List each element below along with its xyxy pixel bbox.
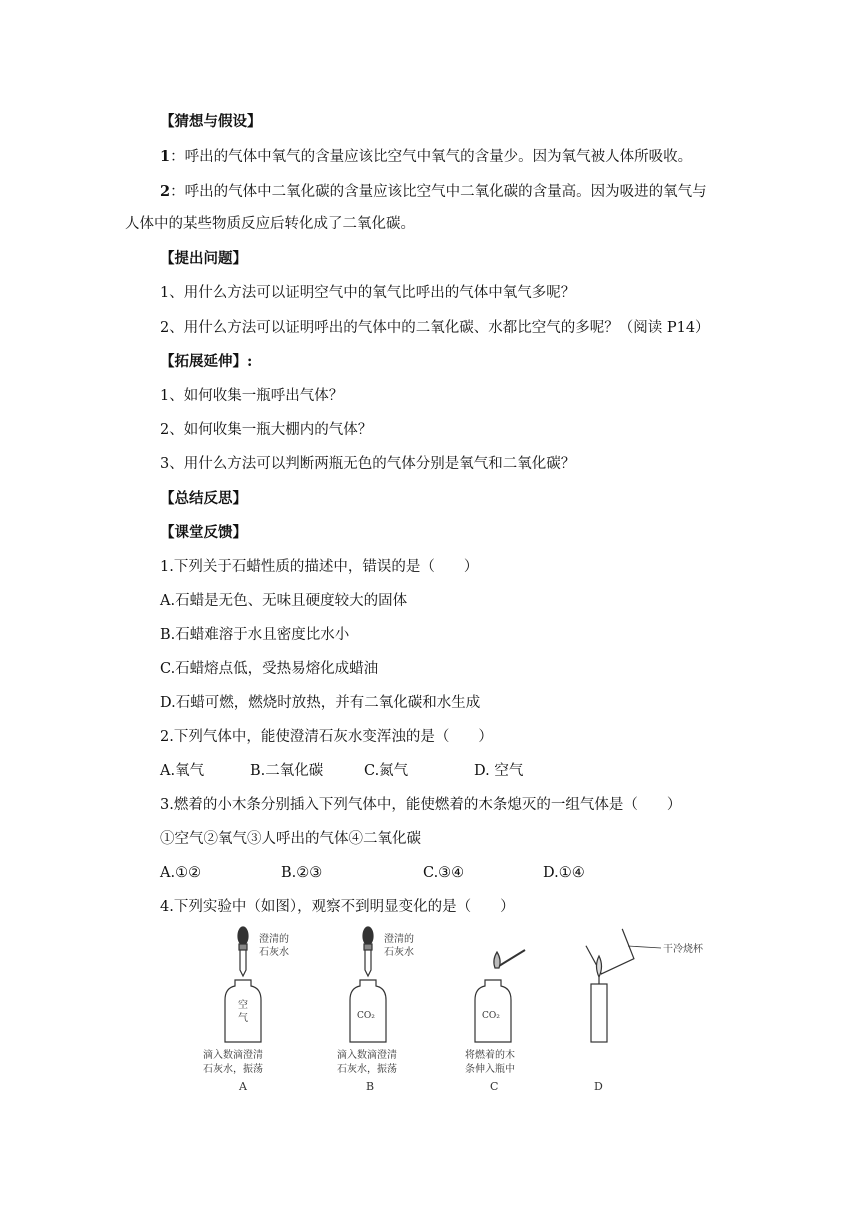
extension-heading: 【拓展延伸】: bbox=[160, 353, 253, 370]
figure-a-letter: A bbox=[239, 1080, 247, 1093]
candle-icon bbox=[591, 956, 607, 1042]
feedback-q2-option-d: D. 空气 bbox=[474, 763, 524, 779]
feedback-q3-option-a: A.①② bbox=[160, 865, 202, 881]
hypothesis-item-2-continued: 人体中的某些物质反应后转化成了二氧化碳。 bbox=[125, 216, 415, 232]
feedback-q3-option-d: D.①④ bbox=[543, 865, 585, 881]
figure-a-bottle-label-2: 气 bbox=[238, 1013, 248, 1024]
hypothesis-item-2-text: ：呼出的气体中二氧化碳的含量应该比空气中二氧化碳的含量高。因为吸进的氧气与 bbox=[170, 184, 707, 200]
question-2: 2、用什么方法可以证明呼出的气体中的二氧化碳、水都比空气的多呢？（阅读 P14） bbox=[160, 320, 710, 336]
question-1: 1、用什么方法可以证明空气中的氧气比呼出的气体中氧气多呢？ bbox=[160, 285, 576, 301]
feedback-q3-option-b: B.②③ bbox=[281, 865, 323, 881]
figure-b-dropper-label-2: 石灰水 bbox=[384, 947, 414, 958]
bottle-a-icon bbox=[225, 980, 261, 1042]
experiment-figure bbox=[195, 922, 715, 1102]
dropper-a-icon bbox=[238, 927, 248, 976]
feedback-q2-option-c: C.氮气 bbox=[364, 763, 409, 779]
beaker-icon bbox=[586, 929, 636, 975]
hypothesis-item-1-number: 1 bbox=[160, 148, 171, 165]
feedback-q1-option-a: A.石蜡是无色、无味且硬度较大的固体 bbox=[160, 593, 408, 609]
extension-item-3: 3、用什么方法可以判断两瓶无色的气体分别是氧气和二氧化碳？ bbox=[160, 456, 576, 472]
feedback-q1-option-c: C.石蜡熔点低，受热易熔化成蜡油 bbox=[160, 661, 379, 677]
hypothesis-heading: 【猜想与假设】 bbox=[160, 113, 262, 130]
feedback-heading: 【课堂反馈】 bbox=[160, 524, 247, 541]
questions-heading: 【提出问题】 bbox=[160, 250, 247, 267]
feedback-q1-option-d: D.石蜡可燃，燃烧时放热，并有二氧化碳和水生成 bbox=[160, 695, 481, 711]
hypothesis-item-2 bbox=[160, 182, 707, 202]
feedback-q2-stem: 2.下列气体中，能使澄清石灰水变浑浊的是（ ） bbox=[160, 729, 493, 745]
figure-a-caption-2: 石灰水，振荡 bbox=[203, 1064, 263, 1075]
figure-c-bottle-label: CO₂ bbox=[482, 1011, 500, 1021]
figure-c-letter: C bbox=[490, 1080, 499, 1093]
extension-item-1: 1、如何收集一瓶呼出气体？ bbox=[160, 388, 344, 404]
dropper-b-icon bbox=[363, 927, 373, 976]
figure-c-caption-2: 条伸入瓶中 bbox=[465, 1064, 515, 1075]
figure-b-bottle-label: CO₂ bbox=[357, 1011, 375, 1021]
hypothesis-item-1 bbox=[160, 147, 692, 167]
feedback-q4-stem: 4.下列实验中（如图），观察不到明显变化的是（ ） bbox=[160, 899, 515, 915]
feedback-q2-option-a: A.氧气 bbox=[160, 763, 205, 779]
figure-b-caption-1: 滴入数滴澄清 bbox=[337, 1050, 397, 1061]
feedback-q2-option-b: B.二氧化碳 bbox=[250, 763, 324, 779]
figure-a-dropper-label-1: 澄清的 bbox=[259, 934, 289, 945]
figure-d-letter: D bbox=[594, 1080, 603, 1093]
extension-item-2: 2、如何收集一瓶大棚内的气体？ bbox=[160, 422, 373, 438]
hypothesis-item-2-number: 2 bbox=[160, 183, 171, 200]
figure-a-caption-1: 滴入数滴澄清 bbox=[203, 1050, 263, 1061]
figure-b-letter: B bbox=[366, 1080, 375, 1093]
feedback-q3-gas-list: ①空气②氧气③人呼出的气体④二氧化碳 bbox=[160, 831, 421, 847]
feedback-q1-option-b: B.石蜡难溶于水且密度比水小 bbox=[160, 627, 350, 643]
figure-c-caption-1: 将燃着的木 bbox=[465, 1050, 515, 1061]
reflection-heading: 【总结反思】 bbox=[160, 490, 247, 507]
feedback-q3-option-c: C.③④ bbox=[423, 865, 465, 881]
figure-b-caption-2: 石灰水，振荡 bbox=[337, 1064, 397, 1075]
feedback-q1-stem: 1.下列关于石蜡性质的描述中，错误的是（ ） bbox=[160, 559, 479, 575]
hypothesis-item-1-text: ：呼出的气体中氧气的含量应该比空气中氧气的含量少。因为氧气被人体所吸收。 bbox=[170, 149, 693, 165]
figure-a-dropper-label-2: 石灰水 bbox=[259, 947, 289, 958]
burning-splint-icon bbox=[494, 950, 525, 968]
figure-a-bottle-label-1: 空 bbox=[238, 1000, 248, 1011]
feedback-q3-stem: 3.燃着的小木条分别插入下列气体中，能使燃着的木条熄灭的一组气体是（ ） bbox=[160, 797, 682, 813]
figure-d-cup-label: 干冷烧杯 bbox=[663, 944, 703, 955]
figure-b-dropper-label-1: 澄清的 bbox=[384, 934, 414, 945]
